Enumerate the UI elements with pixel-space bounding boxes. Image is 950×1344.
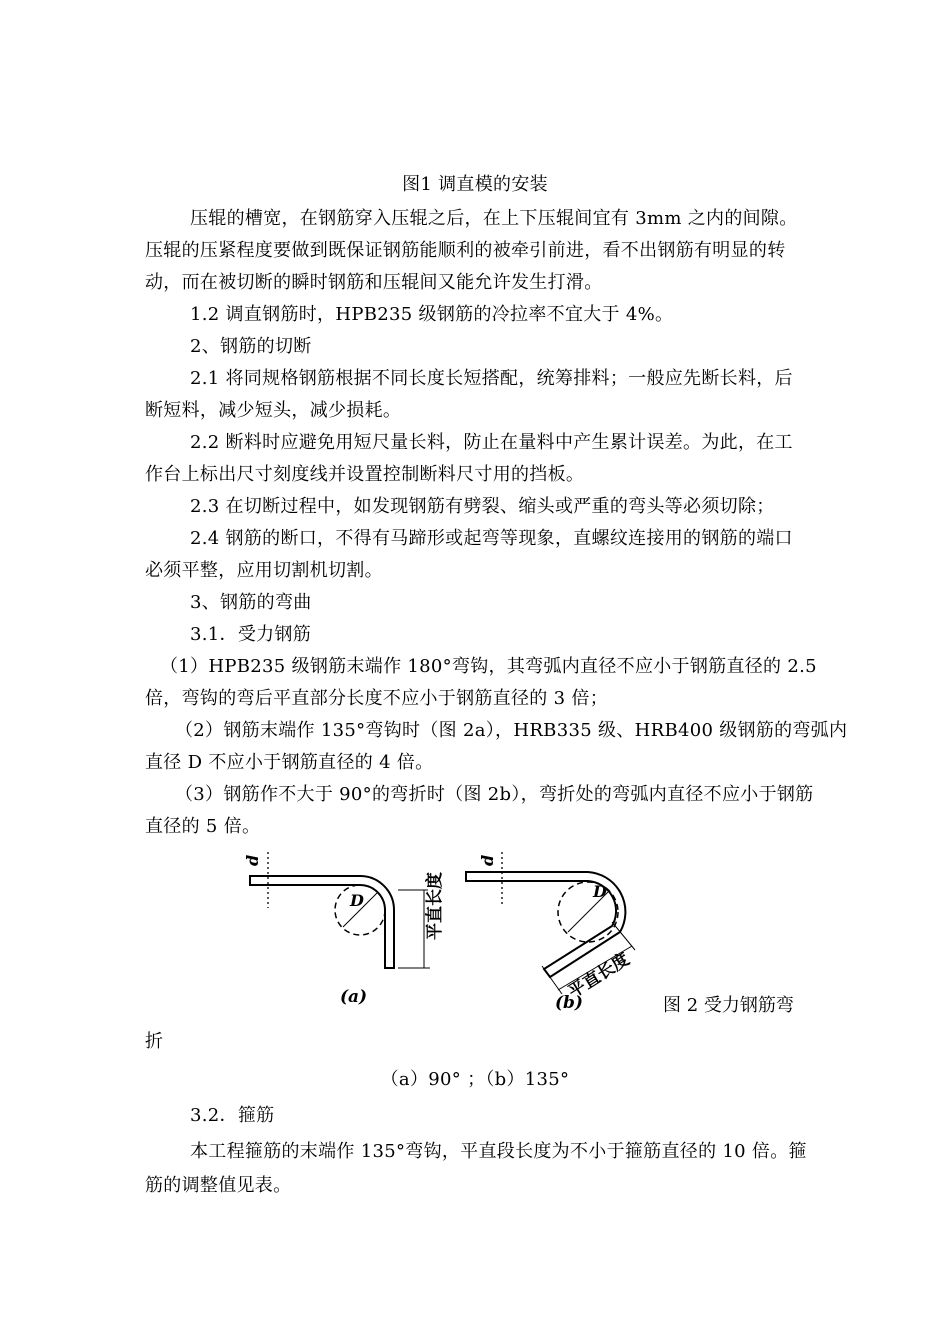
figure-2a-straight-label: 平直长度	[425, 872, 445, 940]
figure-2-subcaption: （a）90° ；（b）135°	[380, 1069, 570, 1090]
section-2-2: 2.2 断料时应避免用短尺量长料，防止在量料中产生累计误差。为此，在工	[190, 432, 793, 453]
figure-2a-d-label: d	[243, 854, 262, 866]
paragraph-line: 压辊的槽宽，在钢筋穿入压辊之后，在上下压辊间宜有 3mm 之内的间隙。	[190, 208, 798, 229]
figure-2b-D-label: D	[593, 882, 607, 901]
figure-2b-d-label: d	[478, 854, 497, 866]
section-3-2: 3.2．箍筋	[190, 1105, 275, 1126]
paragraph-line: 动，而在被切断的瞬时钢筋和压辊间又能允许发生打滑。	[145, 272, 603, 293]
section-1-2: 1.2 调直钢筋时，HPB235 级钢筋的冷拉率不宜大于 4%。	[190, 304, 674, 325]
figure-2a-D-label: D	[350, 891, 364, 910]
item-3: （3）钢筋作不大于 90°的弯折时（图 2b），弯折处的弯弧内直径不应小于钢筋	[175, 784, 814, 805]
paragraph-line: 本工程箍筋的末端作 135°弯钩，平直段长度为不小于箍筋直径的 10 倍。箍	[190, 1141, 807, 1162]
item-1-cont: 倍，弯钩的弯后平直部分长度不应小于钢筋直径的 3 倍；	[145, 688, 608, 709]
figure-2-caption: 图 2 受力钢筋弯	[663, 995, 794, 1016]
figure-2b-straight-label: 平直长度	[564, 949, 634, 1003]
paragraph-line: 筋的调整值见表。	[145, 1175, 292, 1196]
figure-2b-label: (b)	[555, 993, 583, 1013]
figure-2a-drawing	[250, 852, 430, 968]
figure-1-caption: 图1 调直模的安装	[402, 174, 548, 195]
item-2-cont: 直径 D 不应小于钢筋直径的 4 倍。	[145, 752, 434, 773]
section-2-4: 2.4 钢筋的断口，不得有马蹄形或起弯等现象，直螺纹连接用的钢筋的端口	[190, 528, 793, 549]
section-2-2-cont: 作台上标出尺寸刻度线并设置控制断料尺寸用的挡板。	[145, 464, 585, 485]
section-2-4-cont: 必须平整，应用切割机切割。	[145, 560, 383, 581]
paragraph-line: 压辊的压紧程度要做到既保证钢筋能顺利的被牵引前进，看不出钢筋有明显的转	[145, 240, 786, 261]
section-3-1: 3.1．受力钢筋	[190, 624, 312, 645]
heading-2-cutting: 2、钢筋的切断	[190, 336, 312, 357]
item-1: （1）HPB235 级钢筋末端作 180°弯钩，其弯弧内直径不应小于钢筋直径的 2.5	[160, 656, 817, 677]
section-2-3: 2.3 在切断过程中，如发现钢筋有劈裂、缩头或严重的弯头等必须切除；	[190, 496, 775, 517]
figure-2a-label: (a)	[340, 987, 368, 1007]
section-2-1-cont: 断短料，减少短头，减少损耗。	[145, 400, 402, 421]
heading-3-bending: 3、钢筋的弯曲	[190, 592, 312, 613]
figure-2-bend-diagram	[240, 842, 660, 1017]
item-2: （2）钢筋末端作 135°弯钩时（图 2a），HRB335 级、HRB400 级钢筋的弯弧内	[175, 720, 848, 741]
item-3-cont: 直径的 5 倍。	[145, 816, 261, 837]
figure-2-caption-cont: 折	[145, 1031, 164, 1052]
section-2-1: 2.1 将同规格钢筋根据不同长度长短搭配，统筹排料；一般应先断长料，后	[190, 368, 793, 389]
